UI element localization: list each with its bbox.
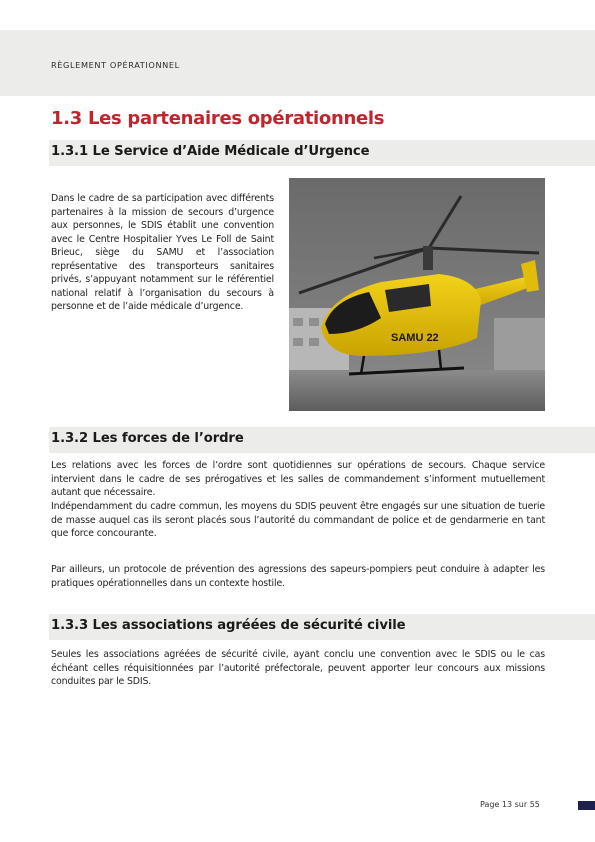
section-title: 1.3 Les partenaires opérationnels [51, 108, 385, 129]
subsection-title: 1.3.3 Les associations agréées de sécurité civile [51, 618, 406, 633]
subsection-title: 1.3.2 Les forces de l’ordre [51, 431, 244, 446]
police-paragraph-3: Par ailleurs, un protocole de prévention des agressions des sapeurs-pompiers peut conduire à adapter les pratiques opérationnelles dans un contexte hostile. [51, 564, 545, 589]
footer-mark [578, 801, 595, 810]
police-paragraph-2: Indépendamment du cadre commun, les moyens du SDIS peuvent être engagés sur une situation de tuerie de masse auquel cas ils seront placés sous l’autorité du commandant de police et de gendarmerie en tant que force concourante. [51, 501, 545, 539]
subsection-heading-band [49, 140, 595, 166]
helicopter-photo [289, 178, 545, 411]
samu-paragraph: Dans le cadre de sa participation avec différents partenaires à la mission de secours d’urgence aux personnes, le SDIS établit une convention avec le Centre Hospitalier Yves Le Foll de Saint Brieuc, siège du SAMU et l’association représentative des transporteurs sanitaires privés, s’appuyant notamment sur le référentiel national relatif à l’organisation du secours à personne et de l’aide médicale d’urgence. [51, 193, 274, 312]
header-band [0, 30, 595, 96]
police-paragraph-1: Les relations avec les forces de l’ordre sont quotidiennes sur opérations de secours. Chaque service intervient dans le cadre de ses prérogatives et les salles de commandement s’informent mutuellement autant que nécessaire. [51, 460, 545, 498]
subsection-title: 1.3.1 Le Service d’Aide Médicale d’Urgence [51, 144, 370, 159]
associations-paragraph: Seules les associations agréées de sécurité civile, ayant conclu une convention avec le SDIS ou le cas échéant celles réquisitionnées par l’autorité préfectorale, peuvent apporter leur concours aux missions conduites par le SDIS. [51, 649, 545, 687]
page-number: Page 13 sur 55 [480, 800, 540, 809]
document-title: RÈGLEMENT OPÉRATIONNEL [51, 60, 180, 70]
subsection-heading-band [49, 427, 595, 453]
subsection-heading-band [49, 614, 595, 640]
helicopter-label: SAMU 22 [391, 332, 439, 344]
